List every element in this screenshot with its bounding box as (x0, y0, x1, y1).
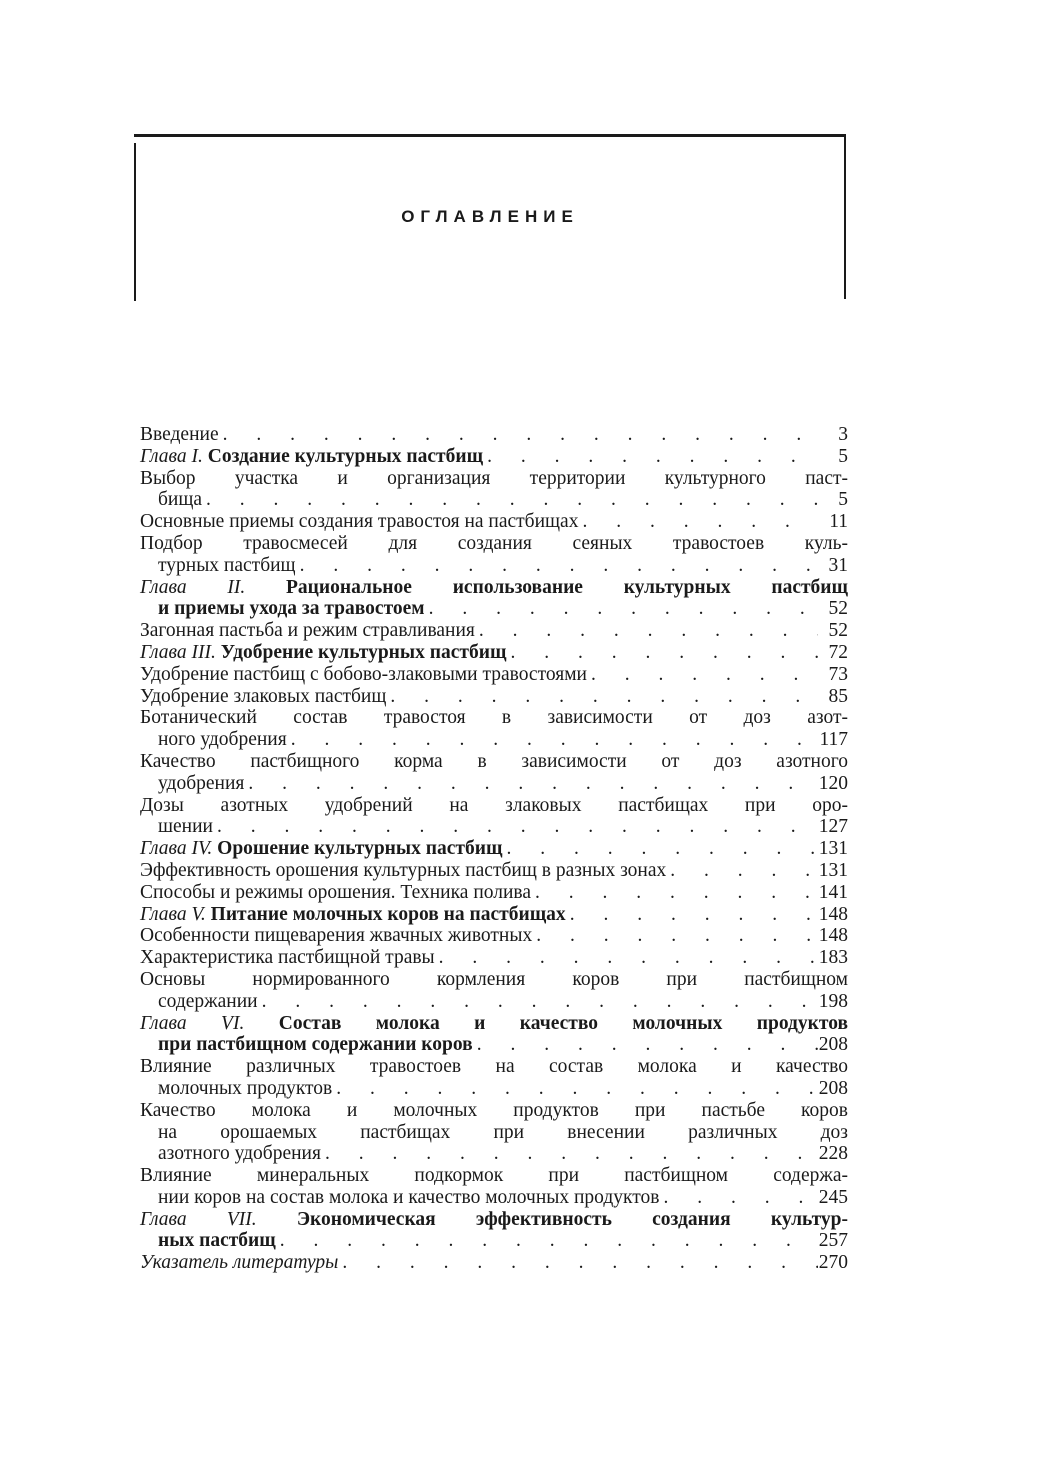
toc-entry-text (140, 969, 848, 990)
toc-line-text: Выбор участка и организация территории культурного паст- (140, 467, 848, 489)
dot-leader (338, 1252, 818, 1274)
dot-leader (502, 838, 818, 860)
toc-chapter (140, 1209, 848, 1253)
dot-leader (202, 489, 818, 511)
toc-line-text: Загонная пастьба и режим стравливания (140, 620, 475, 642)
dot-leader (219, 424, 818, 446)
dot-leader (531, 882, 818, 904)
toc-line-text: на орошаемых пастбищах при внесении различных доз (158, 1121, 848, 1143)
dot-leader (287, 729, 818, 751)
page-number: 245 (818, 1186, 848, 1208)
page-number: 5 (838, 445, 848, 467)
toc-line-text: и приемы ухода за травостоем (158, 598, 425, 620)
dot-leader (587, 664, 818, 686)
chapter-label: Глава V. (140, 903, 206, 925)
toc-line-text: Качество пастбищного корма в зависимости от доз азотного (140, 750, 848, 772)
toc-line-text: Основы нормированного кормления коров при пастбищном (140, 968, 848, 990)
toc-entry-text (158, 991, 258, 1013)
toc-line-text: шении (158, 816, 213, 838)
toc-line-text: Указатель литературы (140, 1252, 339, 1274)
page-number: 148 (818, 925, 848, 947)
page-number: 52 (828, 620, 848, 642)
page-number: 131 (818, 859, 848, 881)
toc-line-text: Качество молока и молочных продуктов при пастьбе коров (140, 1099, 848, 1121)
toc-entry (140, 860, 848, 882)
toc-entry-text (140, 686, 386, 708)
page-title: ОГЛАВЛЕНИЕ (401, 207, 579, 226)
toc-entry (140, 1252, 848, 1274)
page-number: 183 (818, 947, 848, 969)
toc-line-text: Питание молочных коров на пастбищах (210, 903, 566, 925)
toc-line-text: Состав молока и качество молочных продуктов (278, 1012, 848, 1034)
page-number: 52 (828, 598, 848, 620)
toc-line-text: Экономическая эффективность создания культур- (296, 1208, 849, 1230)
dot-leader (296, 555, 818, 577)
toc-entry-text (158, 816, 213, 838)
toc-line-text: бища (158, 489, 203, 511)
toc-entry-text (140, 795, 848, 816)
toc-entry-text (158, 1143, 321, 1165)
toc-entry (140, 947, 848, 969)
toc-entry-text (140, 533, 848, 554)
toc-entry (140, 533, 848, 577)
dot-leader (475, 620, 818, 642)
toc-entry (140, 1056, 848, 1100)
toc-line-text: Удобрение злаковых пастбищ (140, 685, 387, 707)
dot-leader (473, 1034, 818, 1056)
toc-entry (140, 468, 848, 512)
toc-entry-text (140, 642, 506, 664)
toc-entry-text (158, 598, 425, 620)
toc-entry (140, 1165, 848, 1209)
toc-entry-text (140, 1013, 848, 1034)
toc-entry-text (158, 1187, 659, 1209)
chapter-label: Глава II. (140, 576, 246, 598)
toc-entry-text (140, 1100, 848, 1121)
toc-chapter (140, 1013, 848, 1057)
dot-leader (258, 991, 818, 1013)
dot-leader (276, 1230, 818, 1252)
toc-entry (140, 620, 848, 642)
chapter-label: Глава III. (140, 641, 216, 663)
chapter-label: Глава VI. (140, 1012, 245, 1034)
toc-entry (140, 664, 848, 686)
page-number: 120 (818, 772, 848, 794)
page-number: 11 (829, 511, 848, 533)
table-of-contents (140, 424, 848, 1274)
toc-line-text: ных пастбищ (158, 1230, 276, 1252)
toc-entry-text (140, 577, 848, 598)
toc-entry-text (140, 446, 483, 468)
toc-line-text: Ботанический состав травостоя в зависимости от доз азот- (140, 707, 848, 729)
toc-line-text: Рациональное использование культурных пастбищ (286, 576, 848, 598)
dot-leader (483, 446, 818, 468)
title-frame (134, 134, 846, 299)
dot-leader (386, 686, 818, 708)
toc-entry-text (158, 1230, 276, 1252)
toc-entry-text (140, 925, 532, 947)
toc-line-text: турных пастбищ (158, 554, 296, 576)
toc-entry (140, 882, 848, 904)
toc-line-text: ного удобрения (158, 729, 287, 751)
toc-entry-text (140, 468, 848, 489)
toc-line-text: удобрения (158, 772, 245, 794)
toc-line-text: при пастбищном содержании коров (158, 1034, 473, 1056)
toc-entry-text (140, 904, 566, 926)
toc-entry-text (158, 555, 296, 577)
page-number: 198 (818, 990, 848, 1012)
toc-entry-text (140, 424, 219, 446)
toc-entry (140, 707, 848, 751)
chapter-label: Глава I. (140, 445, 203, 467)
dot-leader (244, 773, 818, 795)
toc-entry-text (140, 620, 475, 642)
page-number: 72 (828, 641, 848, 663)
toc-entry-text (140, 882, 531, 904)
toc-entry-text (140, 1209, 848, 1230)
dot-leader (321, 1143, 818, 1165)
toc-entry (140, 511, 848, 533)
toc-line-text: Влияние различных травостоев на состав молока и качество (140, 1056, 848, 1078)
dot-leader (332, 1078, 818, 1100)
page-number: 208 (818, 1077, 848, 1099)
page-number: 73 (828, 663, 848, 685)
toc-line-text: азотного удобрения (158, 1143, 321, 1165)
toc-chapter (140, 642, 848, 664)
toc-line-text: Введение (140, 424, 219, 445)
toc-entry (140, 424, 848, 446)
toc-entry (140, 751, 848, 795)
page-number: 141 (818, 881, 848, 903)
toc-line-text: Эффективность орошения культурных пастбищ в разных зонах (140, 859, 667, 881)
page-number: 148 (818, 903, 848, 925)
page-number: 3 (838, 424, 848, 445)
toc-line-text: Орошение культурных пастбищ (217, 838, 503, 860)
toc-entry-text (140, 860, 666, 882)
toc-line-text: Влияние минеральных подкормок при пастбищном содержа- (140, 1165, 848, 1187)
toc-entry-text (140, 947, 435, 969)
toc-entry (140, 686, 848, 708)
dot-leader (659, 1187, 818, 1209)
page-number: 85 (828, 685, 848, 707)
toc-entry-text (140, 1165, 848, 1186)
page-number: 5 (838, 489, 848, 511)
dot-leader (506, 642, 818, 664)
page-number: 208 (818, 1034, 848, 1056)
chapter-label: Глава VII. (140, 1208, 257, 1230)
toc-entry-text (140, 751, 848, 772)
toc-line-text: Удобрение пастбищ с бобово-злаковыми травостоями (140, 663, 587, 685)
dot-leader (666, 860, 818, 882)
toc-line-text: Подбор травосмесей для создания сеяных травостоев куль- (140, 532, 848, 554)
toc-chapter (140, 904, 848, 926)
toc-entry (140, 925, 848, 947)
toc-entry-text (140, 1252, 338, 1274)
dot-leader (578, 511, 818, 533)
toc-entry-text (140, 664, 587, 686)
dot-leader (532, 925, 818, 947)
toc-line-text: Характеристика пастбищной травы (140, 947, 435, 969)
toc-entry-text (158, 1078, 332, 1100)
toc-entry (140, 1100, 848, 1165)
toc-chapter (140, 577, 848, 621)
toc-entry-text (158, 489, 202, 511)
toc-entry (140, 795, 848, 839)
toc-entry-text (158, 729, 287, 751)
page-number: 31 (828, 554, 848, 576)
toc-entry-text (158, 1034, 473, 1056)
toc-line-text: содержании (158, 990, 258, 1012)
toc-entry (140, 969, 848, 1013)
chapter-label: Глава IV. (140, 838, 213, 860)
page-number: 270 (818, 1252, 848, 1274)
toc-line-text: Основные приемы создания травостоя на пастбищах (140, 511, 579, 533)
toc-line-text: Дозы азотных удобрений на злаковых пастбищах при оро- (140, 794, 848, 816)
toc-line-text: Особенности пищеварения жвачных животных (140, 925, 533, 947)
toc-chapter (140, 838, 848, 860)
toc-entry-text (140, 1056, 848, 1077)
page-number: 117 (819, 729, 848, 751)
page-number: 131 (818, 838, 848, 860)
toc-line-text: молочных продуктов (158, 1077, 333, 1099)
dot-leader (435, 947, 818, 969)
dot-leader (425, 598, 818, 620)
page-number: 127 (818, 816, 848, 838)
toc-entry-text (140, 511, 578, 533)
toc-line-text: Способы и режимы орошения. Техника полива (140, 881, 532, 903)
toc-line-text: нии коров на состав молока и качество молочных продуктов (158, 1186, 660, 1208)
page-number: 257 (818, 1230, 848, 1252)
toc-line-text: Создание культурных пастбищ (207, 445, 484, 467)
toc-entry-text (140, 707, 848, 728)
toc-entry-text (158, 773, 244, 795)
toc-entry-text (158, 1122, 848, 1143)
toc-chapter (140, 446, 848, 468)
toc-entry-text (140, 838, 502, 860)
dot-leader (566, 904, 818, 926)
toc-line-text: Удобрение культурных пастбищ (220, 641, 507, 663)
dot-leader (213, 816, 818, 838)
page-number: 228 (818, 1143, 848, 1165)
